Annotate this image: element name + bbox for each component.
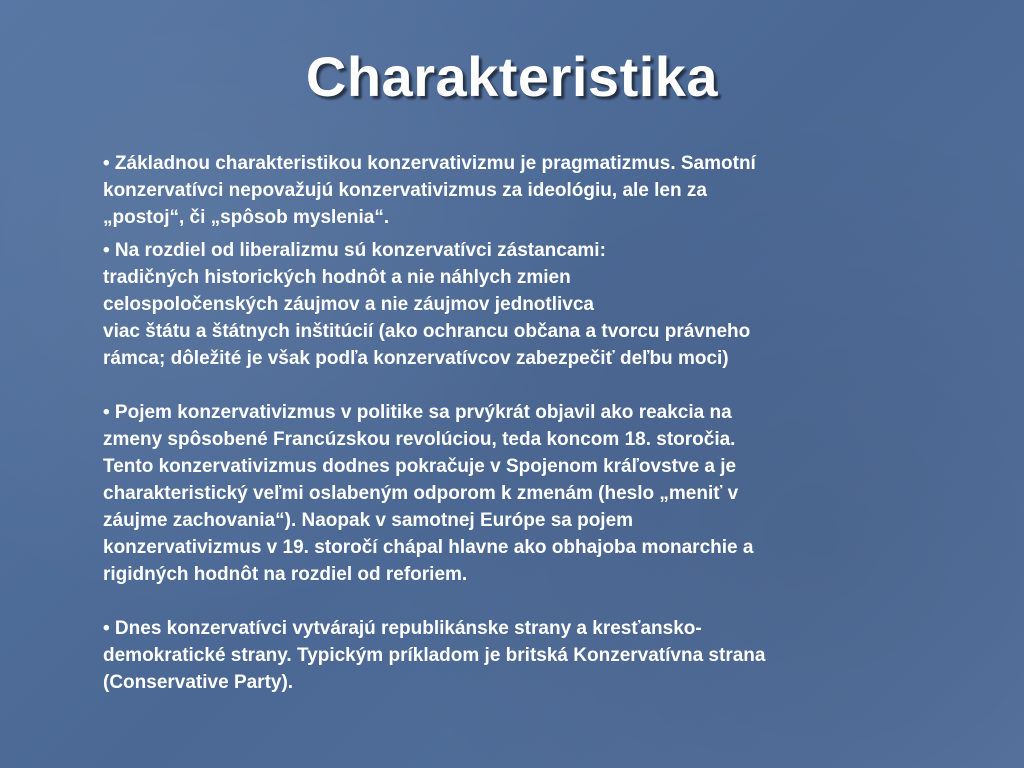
paragraph-today (103, 615, 923, 696)
text-line: konzervativizmus v 19. storočí chápal hlavne ako obhajoba monarchie a (103, 537, 754, 558)
text-line: • Základnou charakteristikou konzervativizmu je pragmatizmus. Samotní (103, 153, 756, 174)
text-line: záujme zachovania“). Naopak v samotnej Európe sa pojem (103, 510, 634, 531)
slide-title: Charakteristika (305, 45, 719, 108)
text-line: viac štátu a štátnych inštitúcií (ako ochrancu občana a tvorcu právneho (103, 321, 751, 342)
text-line: rámca; dôležité je však podľa konzervatívcov zabezpečiť deľbu moci) (103, 348, 729, 369)
text-line: Tento konzervativizmus dodnes pokračuje v Spojenom kráľovstve a je (103, 456, 737, 477)
text-line: tradičných historických hodnôt a nie náhlych zmien (103, 267, 571, 288)
text-line: celospoločenských záujmov a nie záujmov jednotlivca (103, 294, 594, 315)
spacer (103, 588, 923, 615)
text-line: zmeny spôsobené Francúzskou revolúciou, teda koncom 18. storočia. (103, 429, 736, 450)
text-line: • Dnes konzervatívci vytvárajú republikánske strany a kresťansko- (103, 618, 702, 639)
paragraph-pragmatism (103, 150, 923, 231)
spacer (103, 372, 923, 399)
text-line: „postoj“, či „spôsob myslenia“. (103, 207, 390, 228)
text-line: demokratické strany. Typickým príkladom je britská Konzervatívna strana (103, 645, 766, 666)
paragraph-differences (103, 237, 923, 372)
text-line: • Pojem konzervativizmus v politike sa prvýkrát objavil ako reakcia na (103, 402, 732, 423)
text-line: charakteristický veľmi oslabeným odporom k zmenám (heslo „meniť v (103, 483, 739, 504)
paragraph-origin (103, 399, 923, 588)
text-line: (Conservative Party). (103, 672, 294, 693)
text-line: rigidných hodnôt na rozdiel od reforiem. (103, 564, 468, 585)
text-line: • Na rozdiel od liberalizmu sú konzervatívci zástancami: (103, 240, 606, 261)
slide-body (103, 150, 923, 696)
text-line: konzervatívci nepovažujú konzervativizmus za ideológiu, ale len za (103, 180, 707, 201)
